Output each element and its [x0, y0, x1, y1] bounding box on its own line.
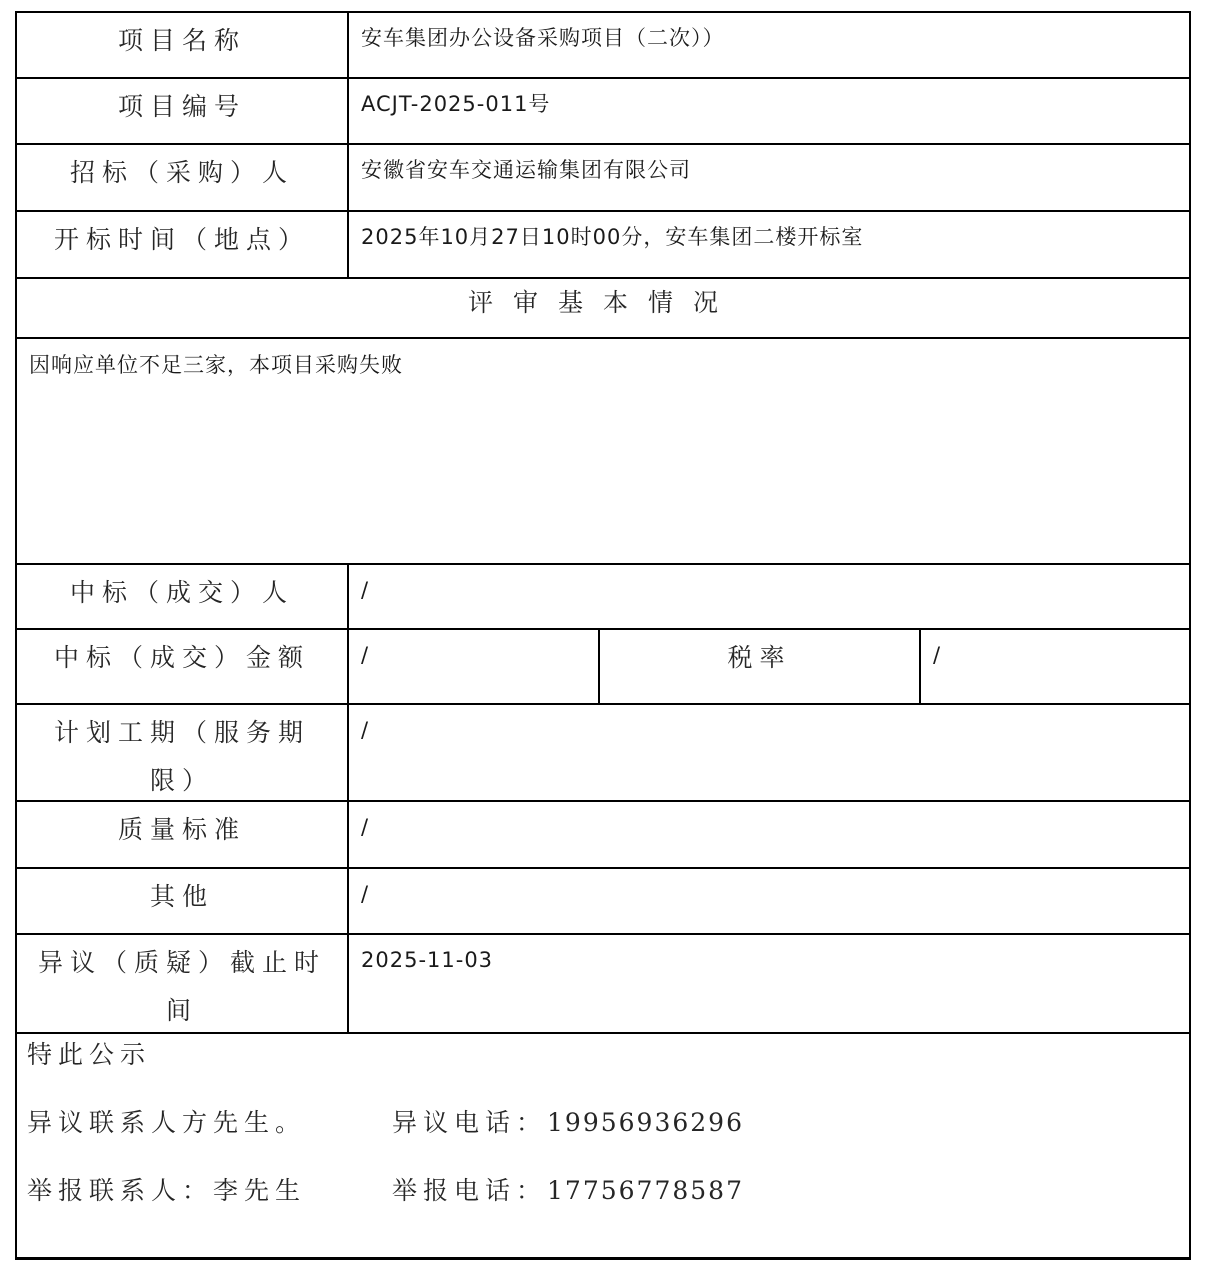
bid-opening-label: 开标时间（地点） — [53, 225, 310, 254]
table-row-review-content — [17, 339, 1189, 565]
report-phone-number: 17756778587 — [547, 1176, 744, 1205]
quality-label: 质量标准 — [117, 815, 246, 844]
procurement-result-table — [15, 11, 1191, 1260]
table-row-quality — [17, 802, 1189, 869]
project-name-label: 项目名称 — [117, 26, 246, 55]
project-name-value: 安车集团办公设备采购项目（二次）） — [347, 13, 1189, 77]
duration-label: 计划工期（服务期限） — [53, 718, 310, 795]
quality-value: / — [347, 802, 1189, 867]
objection-deadline-label: 异议（质疑）截止时间 — [37, 948, 326, 1025]
table-row-amount — [17, 630, 1189, 705]
tax-rate-label: 税率 — [598, 630, 919, 703]
report-contact: 举报联系人：李先生 — [27, 1176, 307, 1205]
amount-label: 中标（成交）金额 — [53, 643, 310, 672]
bid-opening-value: 2025年10月27日10时00分，安车集团二楼开标室 — [347, 212, 1189, 277]
objection-phone-label: 异议电话： — [392, 1108, 548, 1137]
other-label: 其他 — [149, 882, 214, 911]
other-value: / — [347, 869, 1189, 933]
purchaser-value: 安徽省安车交通运输集团有限公司 — [347, 145, 1189, 210]
project-number-label: 项目编号 — [117, 92, 246, 121]
objection-contact-line — [27, 1106, 1179, 1140]
purchaser-label: 招标（采购）人 — [69, 158, 294, 187]
table-row-objection-deadline — [17, 935, 1189, 1034]
footer-section — [17, 1034, 1189, 1257]
table-row-winner — [17, 565, 1189, 630]
table-row-footer — [17, 1034, 1189, 1257]
project-number-value: ACJT-2025-011号 — [347, 79, 1189, 143]
winner-value: / — [347, 565, 1189, 628]
review-content: 因响应单位不足三家，本项目采购失败 — [29, 353, 403, 377]
table-row-duration — [17, 705, 1189, 802]
tax-rate-value: / — [919, 630, 1189, 703]
objection-contact: 异议联系人方先生。 — [27, 1108, 307, 1137]
table-row-bid-opening — [17, 212, 1189, 279]
report-phone — [392, 1174, 744, 1208]
report-phone-label: 举报电话： — [392, 1176, 548, 1205]
duration-value: / — [347, 705, 1189, 800]
table-row-other — [17, 869, 1189, 935]
objection-phone-number: 19956936296 — [547, 1108, 744, 1137]
table-row-project-number — [17, 79, 1189, 145]
table-row-purchaser — [17, 145, 1189, 212]
objection-deadline-value: 2025-11-03 — [347, 935, 1189, 1032]
report-contact-line — [27, 1174, 1179, 1208]
winner-label: 中标（成交）人 — [69, 578, 294, 607]
review-header: 评审基本情况 — [467, 288, 738, 317]
table-row-review-header — [17, 279, 1189, 339]
table-row-project-name — [17, 13, 1189, 79]
objection-phone — [392, 1106, 744, 1140]
footer-notice: 特此公示 — [27, 1040, 152, 1069]
amount-value: / — [347, 630, 598, 703]
